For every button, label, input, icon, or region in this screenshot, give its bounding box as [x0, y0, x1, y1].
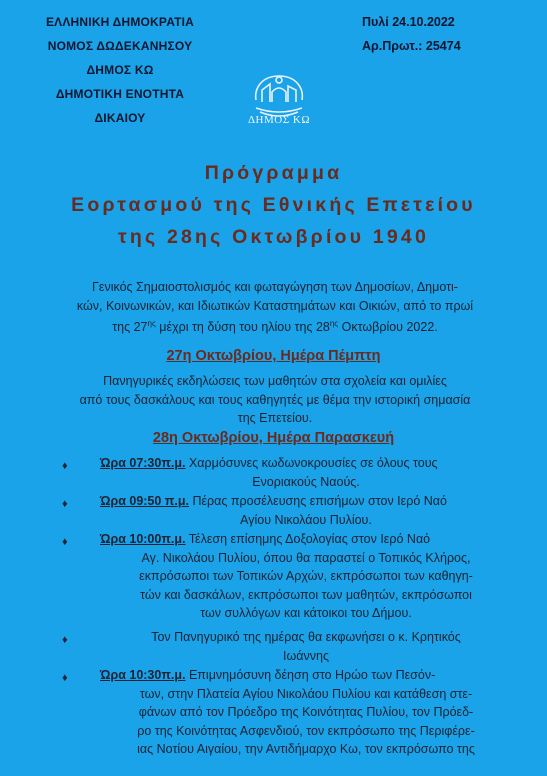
- header-line-2: ΝΟΜΟΣ ΔΩΔΕΚΑΝΗΣΟΥ: [47, 39, 193, 53]
- header-line-1: ΕΛΛΗΝΙΚΗ ΔΗΜΟΚΡΑΤΙΑ: [45, 15, 195, 29]
- day1-line-2: από τους δασκάλους και τους καθηγητές με θέμα την ιστορική σημασία: [79, 392, 471, 407]
- header-right: [362, 10, 512, 58]
- day2-heading: 28η Οκτωβρίου, Ημέρα Παρασκευή: [152, 430, 395, 446]
- day1-line-3: της Επετείου.: [237, 411, 313, 425]
- protocol-number: Αρ.Πρωτ.: 25474: [362, 39, 461, 53]
- bullet-icon: ♦: [62, 498, 68, 510]
- header-line-3: ΔΗΜΟΣ ΚΩ: [86, 63, 154, 77]
- title-line-3: της 28ης Οκτωβρίου 1940: [117, 226, 430, 248]
- schedule-item-5: Ώρα 10:30π.μ. Επιμνημόσυνη δέηση στο Ηρώο των Πεσόν- των, στην Πλατεία Αγίου Νικολάου Πυλίου και κατάθεση στε- φάνων από τον Πρόεδρο της Κοινότητας Πυλίου, τον Πρόεδ- ρο της Κοινότητας Ασφενδιού, τον εκπρόσωπο της Περιφέρε- ιας Νοτίου Αιγαίου, την Αντιδήμαρχο Κω, τον εκπρόσωπο της: [100, 668, 475, 756]
- logo-text: ΔΗΜΟΣ ΚΩ: [247, 114, 310, 126]
- schedule-item-1: Ώρα 07:30π.μ. Χαρμόσυνες κωδωνοκρουσίες σε όλους τους Ενοριακούς Ναούς.: [100, 456, 438, 489]
- header-left: [6, 10, 234, 130]
- intro-line-2: κών, Κοινωνικών, και Ιδιωτικών Καταστημάτων και Οικιών, από το πρωί: [76, 298, 474, 313]
- day1-heading: 27η Οκτωβρίου, Ημέρα Πέμπτη: [166, 348, 381, 364]
- intro-paragraph: [40, 278, 510, 337]
- header-line-5: ΔΙΚΑΙΟΥ: [94, 111, 146, 125]
- bullet-icon: ♦: [62, 672, 68, 684]
- document-date: Πυλί 24.10.2022: [362, 15, 455, 29]
- intro-line-3: της $27^{\eta\varsigma}$ μέχρι τη δύση του ηλίου της $28^{\eta\varsigma}$ Οκτωβρίου 2022.: [112, 319, 438, 335]
- day1-text: [40, 372, 510, 428]
- title-line-2: Εορτασμού της Εθνικής Επετείου: [71, 194, 476, 216]
- schedule-item-3: Ώρα 10:00π.μ. Τέλεση επίσημης Δοξολογίας στον Ιερό Ναό Αγ. Νικολάου Πυλίου, όπου θα παραστεί ο Τοπικός Κλήρος, εκπρόσωποι των Τοπικών Αρχών, εκπρόσωποι των καθηγη- τών και δασκάλων, εκπρόσωποι των μαθητών, εκπρόσωποι των συλλόγων και κάτοικοι του Δήμου.: [100, 532, 473, 620]
- schedule-item-2: Ώρα 09:50 π.μ. Πέρας προσέλευσης επισήμων στον Ιερό Ναό Αγίου Νικολάου Πυλίου.: [100, 494, 447, 527]
- day1-line-1: Πανηγυρικές εκδηλώσεις των μαθητών στα σχολεία και ομιλίες: [103, 374, 447, 388]
- intro-line-1: Γενικός Σημαιοστολισμός και φωταγώγηση των Δημοσίων, Δημοτι-: [92, 280, 458, 294]
- schedule-item-4: Τον Πανηγυρικό της ημέρας θα εκφωνήσει ο κ. Κρητικός Ιωάννης: [151, 630, 461, 663]
- bullet-icon: ♦: [62, 536, 68, 548]
- header-line-4: ΔΗΜΟΤΙΚΗ ΕΝΟΤΗΤΑ: [55, 87, 185, 101]
- bullet-icon: ♦: [62, 634, 68, 646]
- bullet-icon: ♦: [62, 460, 68, 472]
- title-line-1: Πρόγραμμα: [204, 162, 343, 184]
